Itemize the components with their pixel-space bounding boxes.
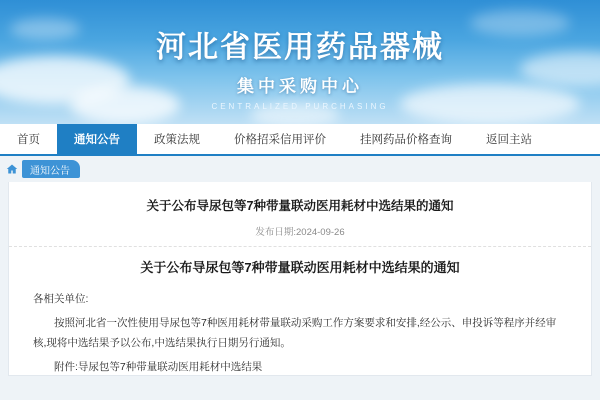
nav-item-policies[interactable]: 政策法规 (154, 134, 200, 146)
article-header (9, 182, 591, 214)
page-title: 关于公布导尿包等7种带量联动医用耗材中选结果的通知 (146, 199, 454, 213)
article-title: 关于公布导尿包等7种带量联动医用耗材中选结果的通知 (140, 260, 460, 275)
nav-item-credit-evaluation[interactable]: 价格招采信用评价 (234, 134, 326, 146)
attachment-label: 附件: (54, 360, 78, 373)
home-icon[interactable] (6, 163, 18, 175)
article-salutation: 各相关单位: (33, 293, 89, 305)
breadcrumb-current: 通知公告 (22, 160, 80, 178)
nav-item-drug-price-query[interactable]: 挂网药品价格查询 (360, 134, 452, 146)
site-title: 河北省医用药品器械 (156, 31, 444, 64)
article-attachment-line (33, 358, 567, 376)
site-subtitle: 集中采购中心 (237, 77, 363, 96)
site-banner (0, 0, 600, 124)
main-nav (0, 124, 600, 156)
breadcrumb (0, 156, 600, 182)
banner-title-group (0, 0, 600, 111)
nav-item-home[interactable]: 首页 (17, 134, 40, 146)
attachment-link[interactable]: 导尿包等7种带量联动医用耗材中选结果 (77, 360, 263, 373)
article-card (8, 182, 592, 376)
article-body (9, 247, 591, 376)
article-paragraph: 按照河北省一次性使用导尿包等7种医用耗材带量联动采购工作方案要求和安排,经公示、申投诉等程序并经审核,现将中选结果予以公布,中选结果执行日期另行通知。 (33, 316, 557, 349)
nav-item-notices[interactable]: 通知公告 (57, 124, 137, 154)
nav-item-return-main-site[interactable]: 返回主站 (486, 134, 532, 146)
nav-spacer (549, 124, 600, 154)
site-title-english: CENTRALIZED PURCHASING (211, 102, 389, 111)
publish-date: 发布日期:2024-09-26 (9, 224, 591, 247)
